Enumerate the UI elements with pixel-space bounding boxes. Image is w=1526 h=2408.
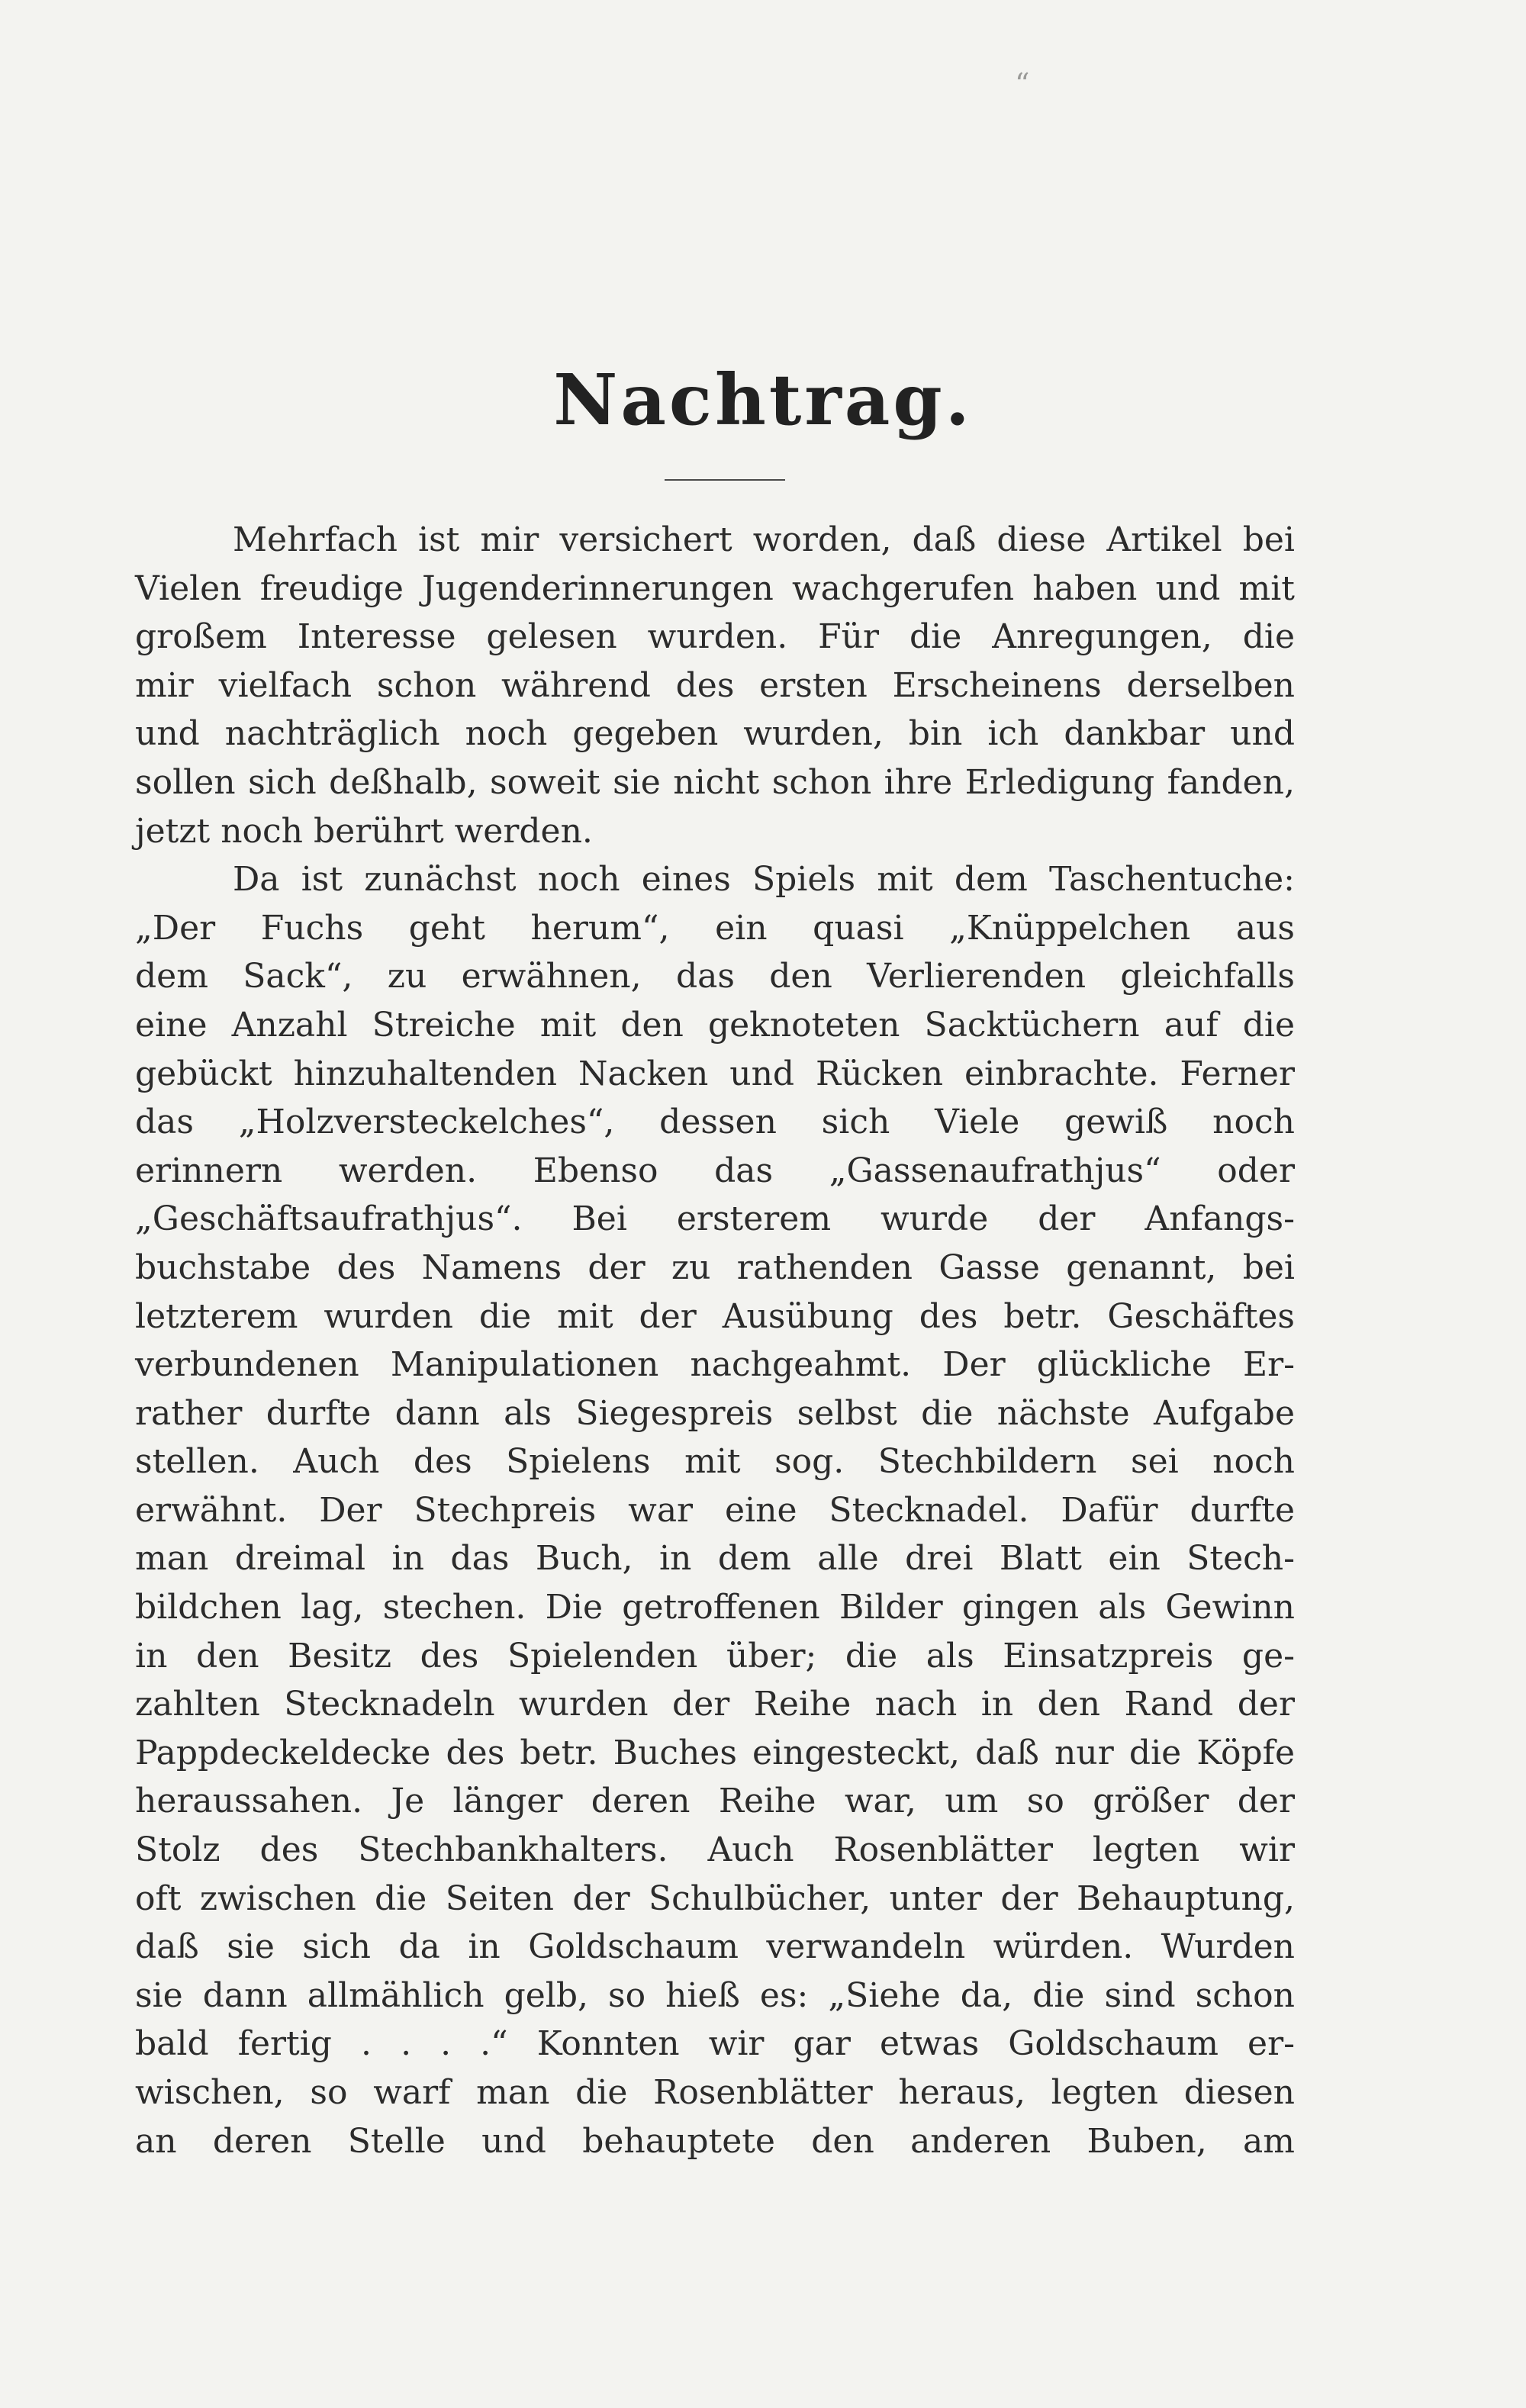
text-line: heraussahen. Je länger deren Reihe war, um so größer der — [135, 1782, 1295, 1821]
text-line: dem Sack“, zu erwähnen, das den Verlierenden gleichfalls — [135, 957, 1295, 996]
text-line: bildchen lag, stechen. Die getroffenen Bilder gingen als Gewinn — [135, 1588, 1295, 1627]
text-line: sie dann allmählich gelb, so hieß es: „Siehe da, die sind schon — [135, 1975, 1295, 2015]
text-line: mir vielfach schon während des ersten Erscheinens derselben — [135, 665, 1295, 705]
text-line: das „Holzversteckelches“, dessen sich Viele gewiß noch — [135, 1103, 1295, 1142]
text-line: buchstabe des Namens der zu rathenden Gasse genannt, bei — [135, 1247, 1295, 1287]
text-line: an deren Stelle und behauptete den anderen Buben, am — [135, 2121, 1295, 2161]
text-line: oft zwischen die Seiten der Schulbücher, unter der Behauptung, — [135, 1878, 1295, 1918]
text-line: erinnern werden. Ebenso das „Gassenaufrathjus“ oder — [135, 1151, 1295, 1190]
text-line: stellen. Auch des Spielens mit sog. Stechbildern sei noch — [135, 1442, 1295, 1482]
text-line: man dreimal in das Buch, in dem alle drei Blatt ein Stech- — [135, 1539, 1295, 1579]
text-line: Da ist zunächst noch eines Spiels mit dem Taschentuche: — [233, 860, 1295, 900]
corner-mark: “ — [1015, 67, 1033, 101]
text-line: Mehrfach ist mir versichert worden, daß diese Artikel bei — [233, 520, 1295, 559]
text-line: rather durfte dann als Siegespreis selbst die nächste Aufgabe — [135, 1393, 1295, 1433]
text-line: jetzt noch berührt werden. — [135, 811, 593, 851]
text-line: zahlten Stecknadeln wurden der Reihe nach in den Rand der — [135, 1685, 1295, 1724]
text-line: „Geschäftsaufrathjus“. Bei ersterem wurde der Anfangs- — [135, 1199, 1295, 1239]
text-line: wischen, so warf man die Rosenblätter heraus, legten diesen — [135, 2073, 1295, 2112]
text-line: in den Besitz des Spielenden über; die als Einsatzpreis ge- — [135, 1636, 1295, 1676]
text-line: letzterem wurden die mit der Ausübung des betr. Geschäftes — [135, 1296, 1295, 1336]
text-line: bald fertig . . . .“ Konnten wir gar etwas Goldschaum er- — [135, 2024, 1295, 2064]
text-line: gebückt hinzuhaltenden Nacken und Rücken einbrachte. Ferner — [135, 1054, 1295, 1093]
text-line: Pappdeckeldecke des betr. Buches eingesteckt, daß nur die Köpfe — [135, 1733, 1295, 1772]
text-line: sollen sich deßhalb, soweit sie nicht schon ihre Erledigung fanden, — [135, 762, 1295, 802]
text-line: erwähnt. Der Stechpreis war eine Stecknadel. Dafür durfte — [135, 1490, 1295, 1530]
text-line: Vielen freudige Jugenderinnerungen wachgerufen haben und mit — [135, 568, 1295, 608]
text-line: und nachträglich noch gegeben wurden, bin ich dankbar und — [135, 714, 1295, 754]
text-line: „Der Fuchs geht herum“, ein quasi „Knüppelchen aus — [135, 908, 1295, 948]
text-line: Stolz des Stechbankhalters. Auch Rosenblätter legten wir — [135, 1830, 1295, 1870]
page-title: Nachtrag. — [553, 359, 973, 441]
text-line: daß sie sich da in Goldschaum verwandeln würden. Wurden — [135, 1927, 1295, 1967]
text-line: großem Interesse gelesen wurden. Für die Anregungen, die — [135, 617, 1295, 657]
text-line: verbundenen Manipulationen nachgeahmt. Der glückliche Er- — [135, 1345, 1295, 1385]
title-rule — [665, 479, 785, 481]
text-line: eine Anzahl Streiche mit den geknoteten Sacktüchern auf die — [135, 1005, 1295, 1045]
body-text — [135, 516, 1295, 2165]
